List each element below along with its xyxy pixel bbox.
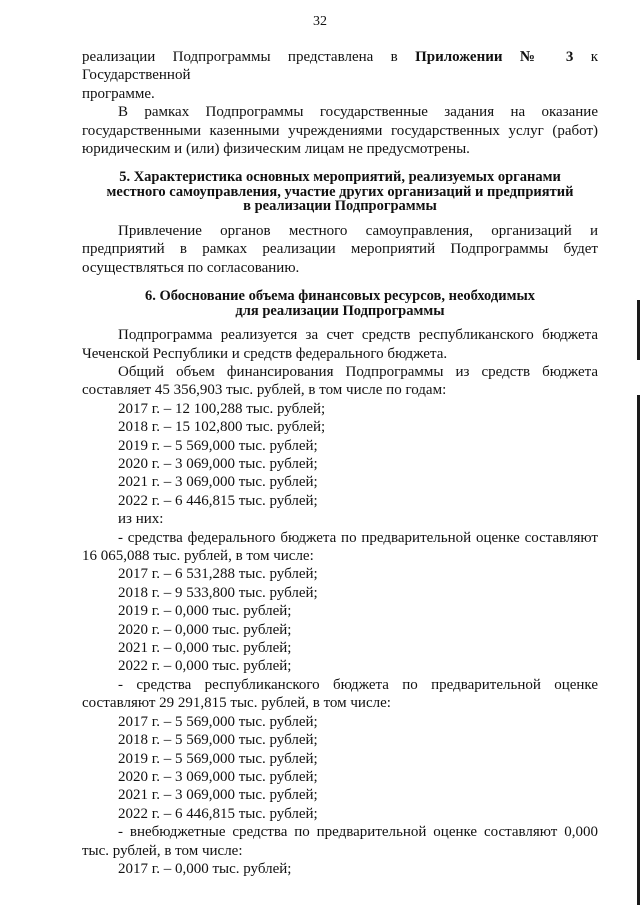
intro-line-2: программе. xyxy=(82,85,155,102)
of-them-label: из них: xyxy=(118,511,164,528)
extrabudgetary-line: тыс. рублей, в том числе: xyxy=(82,842,243,859)
section-6-heading-line: для реализации Подпрограммы xyxy=(235,302,445,319)
federal-year-item: 2017 г. – 6 531,288 тыс. рублей; xyxy=(118,566,318,583)
republic-year-item: 2020 г. – 3 069,000 тыс. рублей; xyxy=(118,768,318,785)
tasks-line-3: юридическим и (или) физическим лицам не предусмотрены. xyxy=(82,141,470,158)
total-funding-line: Общий объем финансирования Подпрограммы из средств бюджета xyxy=(118,363,598,380)
republic-budget-line: - средства республиканского бюджета по предварительной оценке xyxy=(118,676,598,693)
total-funding-line: составляет 45 356,903 тыс. рублей, в том числе по годам: xyxy=(82,382,447,399)
federal-year-item: 2022 г. – 0,000 тыс. рублей; xyxy=(118,658,292,675)
section-5-line: предприятий в рамках реализации мероприятий Подпрограммы будет xyxy=(82,241,598,258)
total-year-item: 2019 г. – 5 569,000 тыс. рублей; xyxy=(118,437,318,454)
republic-year-item: 2021 г. – 3 069,000 тыс. рублей; xyxy=(118,787,318,804)
total-year-item: 2017 г. – 12 100,288 тыс. рублей; xyxy=(118,400,326,417)
federal-year-item: 2020 г. – 0,000 тыс. рублей; xyxy=(118,621,292,638)
funding-source-line: Чеченской Республики и средств федерального бюджета. xyxy=(82,345,448,362)
federal-year-item: 2019 г. – 0,000 тыс. рублей; xyxy=(118,603,292,620)
total-year-item: 2020 г. – 3 069,000 тыс. рублей; xyxy=(118,456,318,472)
tasks-line-2: государственными казенными учреждениями государственных услуг (работ) xyxy=(82,122,598,139)
section-5-line: Привлечение органов местного самоуправления, организаций и xyxy=(118,222,598,239)
total-year-item: 2022 г. – 6 446,815 тыс. рублей; xyxy=(118,492,318,509)
page-number: 32 xyxy=(313,14,327,29)
section-5-heading-line: в реализации Подпрограммы xyxy=(243,198,437,215)
republic-year-item: 2018 г. – 5 569,000 тыс. рублей; xyxy=(118,732,318,749)
federal-budget-line: 16 065,088 тыс. рублей, в том числе: xyxy=(82,548,314,565)
federal-budget-line: - средства федерального бюджета по предварительной оценке составляют xyxy=(118,529,598,546)
funding-source-line: Подпрограмма реализуется за счет средств республиканского бюджета xyxy=(118,327,598,344)
page-content xyxy=(82,48,598,878)
section-5-heading-line: местного самоуправления, участие других организаций и предприятий xyxy=(106,183,574,200)
section-5-heading-line: 5. Характеристика основных мероприятий, реализуемых органами xyxy=(119,169,561,186)
section-5-line: осуществляться по согласованию. xyxy=(82,259,300,276)
republic-year-item: 2022 г. – 6 446,815 тыс. рублей; xyxy=(118,805,318,822)
section-6-heading-line: 6. Обоснование объема финансовых ресурсов, необходимых xyxy=(144,288,536,305)
federal-year-item: 2018 г. – 9 533,800 тыс. рублей; xyxy=(118,584,318,601)
republic-year-item: 2019 г. – 5 569,000 тыс. рублей; xyxy=(118,750,318,767)
federal-year-item: 2021 г. – 0,000 тыс. рублей; xyxy=(118,640,292,657)
republic-year-item: 2017 г. – 5 569,000 тыс. рублей; xyxy=(118,713,318,730)
republic-budget-line: составляют 29 291,815 тыс. рублей, в том числе: xyxy=(82,695,391,712)
extrabudgetary-year-item: 2017 г. – 0,000 тыс. рублей; xyxy=(118,860,292,877)
tasks-line-1: В рамках Подпрограммы государственные задания на оказание xyxy=(118,104,598,121)
appendix-reference: Приложении № 3 xyxy=(415,49,574,65)
intro-text: к Государственной xyxy=(82,49,598,84)
intro-line-1 xyxy=(82,48,598,85)
extrabudgetary-line: - внебюджетные средства по предварительной оценке составляют 0,000 xyxy=(118,824,598,841)
total-year-item: 2021 г. – 3 069,000 тыс. рублей; xyxy=(118,474,318,491)
total-year-item: 2018 г. – 15 102,800 тыс. рублей; xyxy=(118,419,326,436)
intro-text: реализации Подпрограммы представлена в xyxy=(82,49,416,65)
